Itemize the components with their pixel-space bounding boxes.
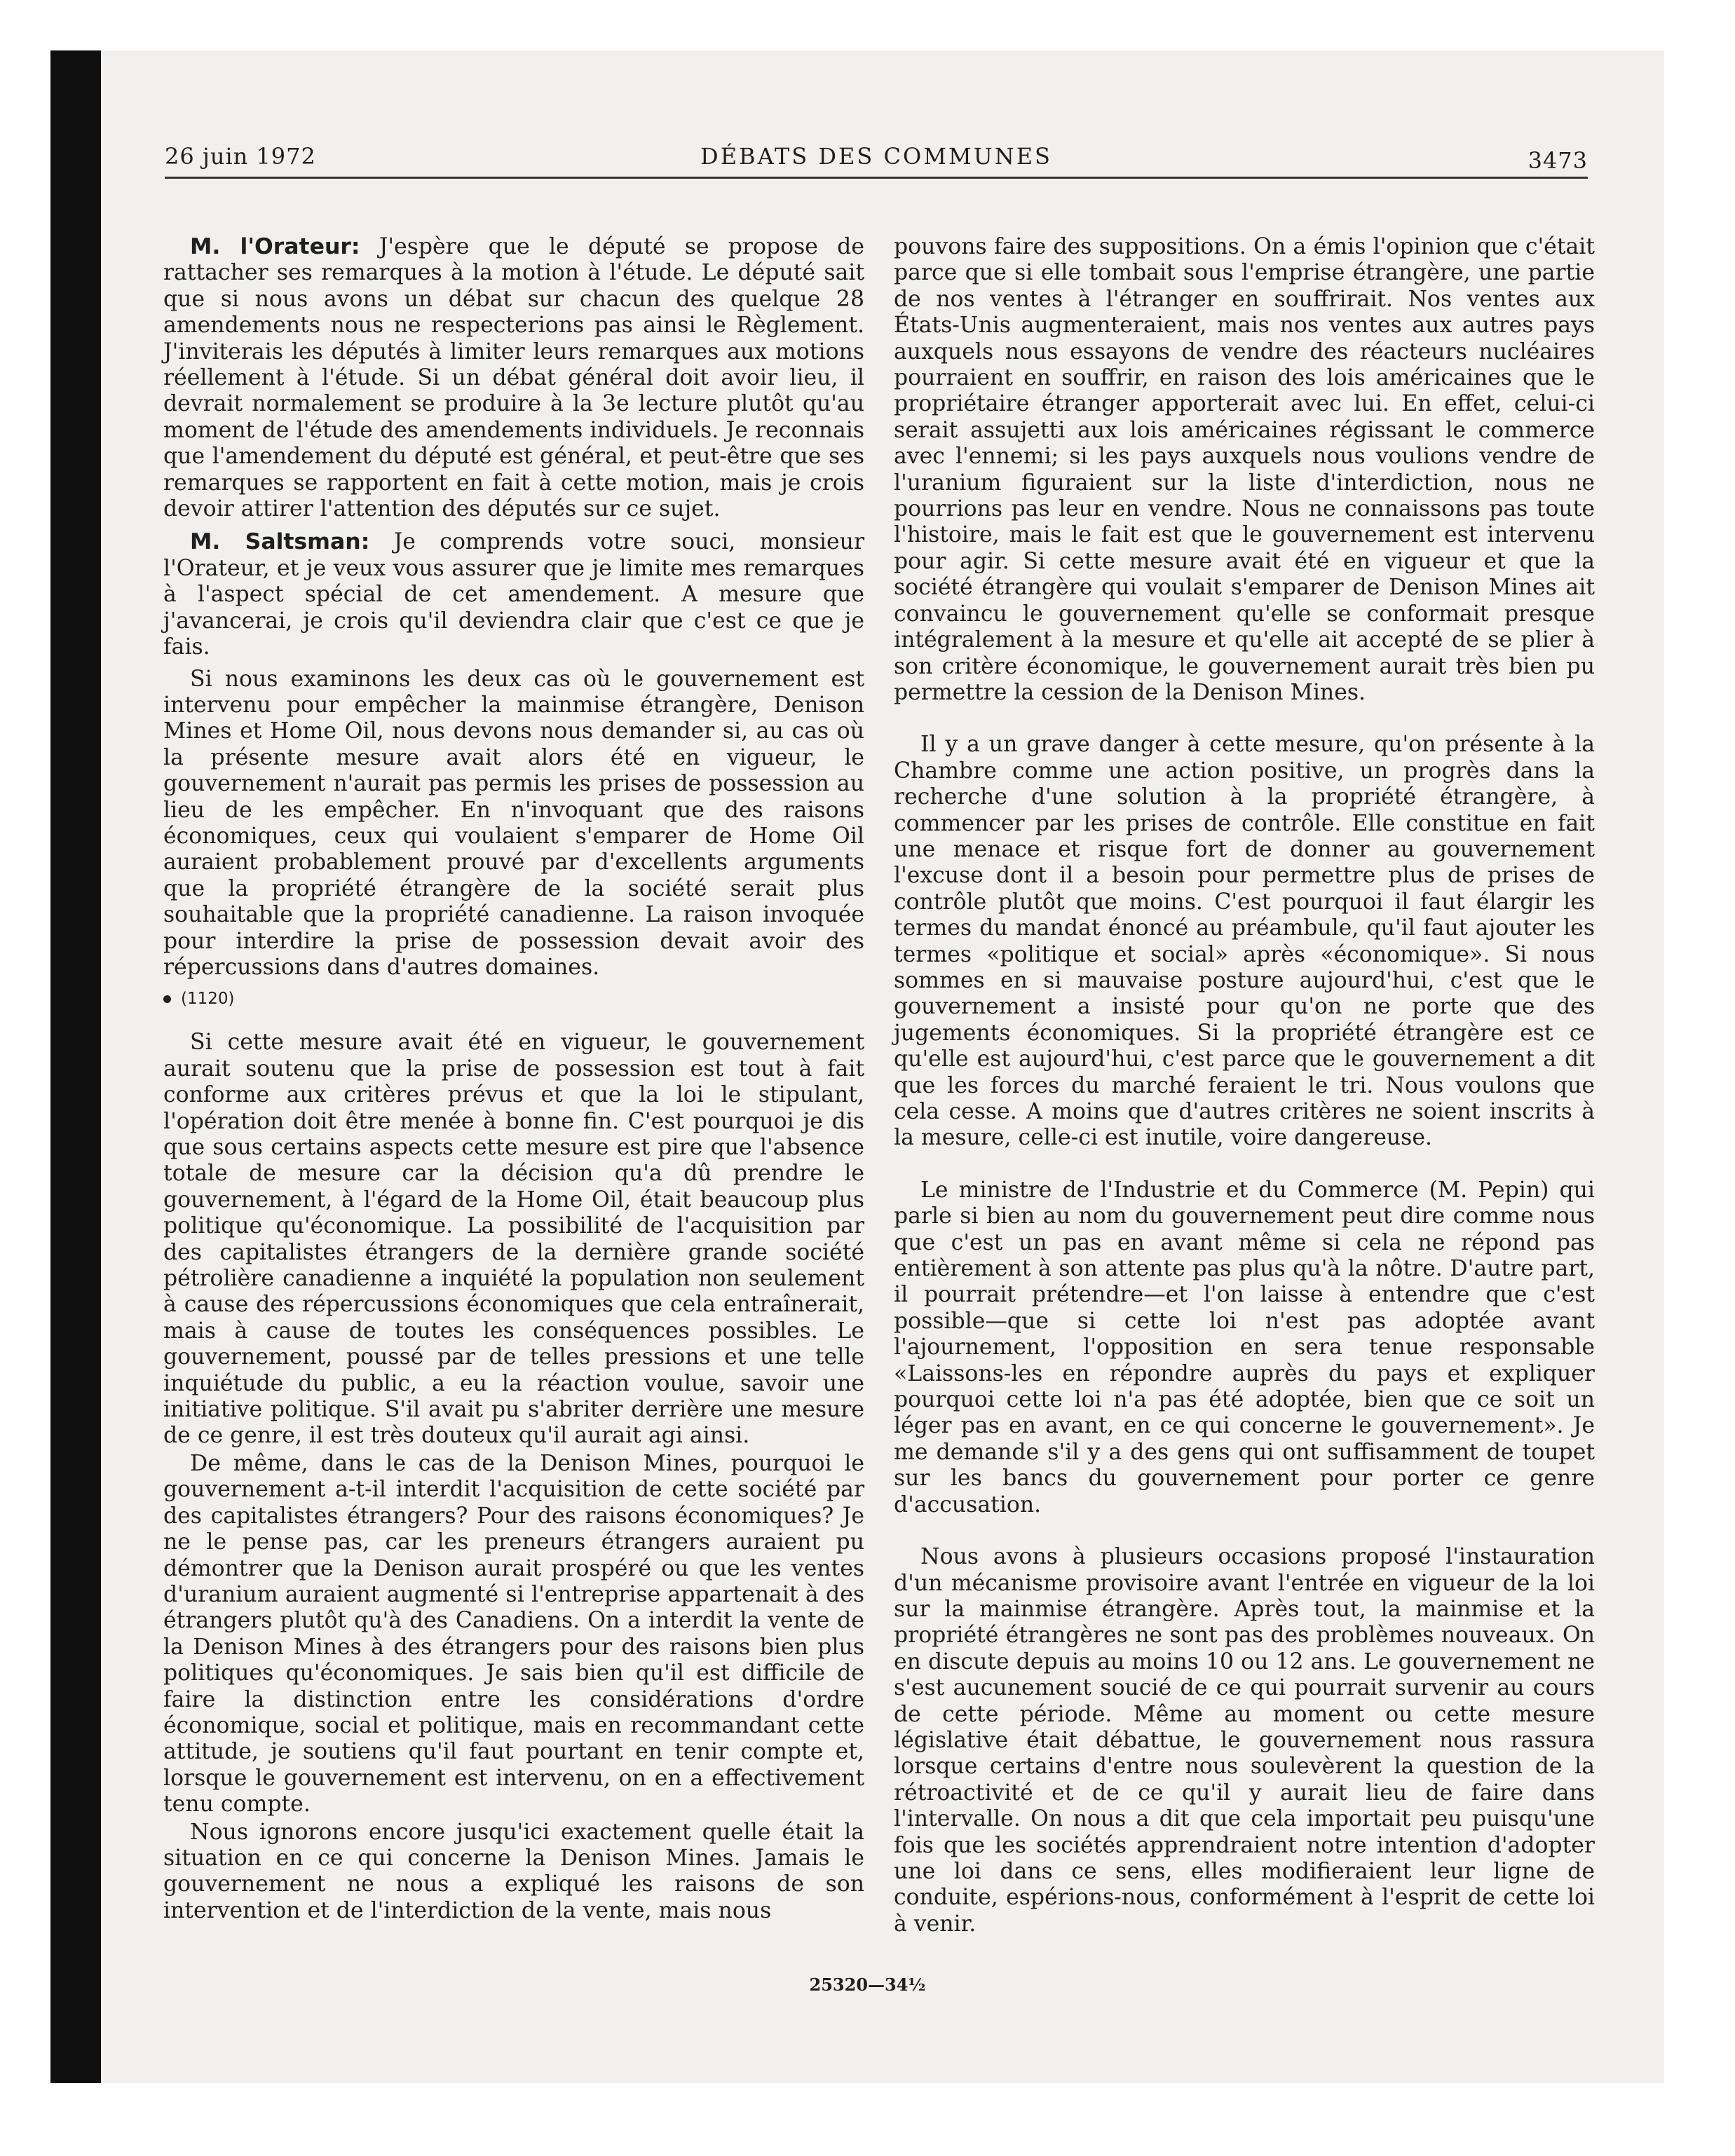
speaker-name: M. l'Orateur: [190,234,360,259]
paragraph: Si cette mesure avait été en vigueur, le gouvernement aurait soutenu que la prise de possession est tout à fait conforme aux critères prévus et que la loi le stipulant, l'opération doit être menée à bonne fin. C'est pourquoi je dis que sous certains aspects cette mesure est pire que l'absence totale de mesure car la décision qu'a dû prendre le gouvernement, à l'égard de la Home Oil, était beaucoup plus politique qu'économique. La possibilité de l'acquisition par des capitalistes étrangers de la dernière grande société pétrolière canadienne a inquiété la population non seulement à cause des répercussions économiques que cela entraînerait, mais à cause de toutes les conséquences possibles. Le gouvernement, poussé par de telles pressions et une telle inquiétude du public, a eu la réaction voulue, savoir une initiative politique. S'il avait pu s'abriter derrière une mesure de ce genre, il est très douteux qu'il aurait agi ainsi. [163,1030,864,1449]
speech-text: Je comprends votre souci, monsieur l'Orateur, et je veux vous assurer que je limite mes remarques à l'aspect spécial de cet amendement. A mesure que j'avancerai, je crois qu'il deviendra clair que c'est ce que je fais. [163,529,864,660]
paragraph: Si nous examinons les deux cas où le gouvernement est intervenu pour empêcher la mainmise étrangère, Denison Mines et Home Oil, nous devons nous demander si, au cas où la présente mesure avait alors été en vigueur, le gouvernement n'aurait pas permis les prises de possession au lieu de les empêcher. En n'invoquant que des raisons économiques, ceux qui voulaient s'emparer de Home Oil auraient probablement prouvé par d'excellents arguments que la propriété étrangère de la société serait plus souhaitable que la propriété canadienne. La raison invoquée pour interdire la prise de possession devait avoir des répercussions dans d'autres domaines. [163,666,864,980]
page-number: 3473 [1528,147,1588,174]
page-header [165,139,1588,179]
paragraph [163,234,864,522]
paragraph: Nous ignorons encore jusqu'ici exactement quelle était la situation en ce qui concerne la Denison Mines. Jamais le gouvernement ne nous a expliqué les raisons de son intervention et de l'interdiction de la vente, mais nous [163,1819,864,1923]
header-date: 26 juin 1972 [165,143,316,170]
paragraph: Le ministre de l'Industrie et du Commerce (M. Pepin) qui parle si bien au nom du gouvernement peut dire comme nous que c'est un pas en avant même si cela ne répond pas entièrement à son attente pas plus qu'à la nôtre. D'autre part, il pourrait prétendre—et l'on laisse à entendre que c'est possible—que si cette loi n'est pas adoptée avant l'ajournement, l'opposition en sera tenue responsable «Laissons-les en répondre auprès du pays et expliquer pourquoi cette loi n'a pas été adoptée, bien que ce soit un léger pas en avant, en ce qui concerne le gouvernement». Je me demande s'il y a des gens qui ont suffisamment de toupet sur les bancs du gouvernement pour porter ce genre d'accusation. [894,1177,1595,1517]
bullet-icon [163,995,171,1003]
print-code: 25320—34½ [809,1974,926,1995]
time-marker [163,988,864,1010]
right-column [894,234,1595,1937]
paragraph: De même, dans le cas de la Denison Mines, pourquoi le gouvernement a-t-il interdit l'acquisition de cette société par des capitalistes étrangers? Pour des raisons économiques? Je ne le pense pas, car les preneurs étrangers auraient pu démontrer que la Denison aurait prospéré ou que les ventes d'uranium auraient augmenté si l'entreprise appartenait à des étrangers plutôt qu'à des Canadiens. On a interdit la vente de la Denison Mines à des étrangers pour des raisons bien plus politiques qu'économiques. Je sais bien qu'il est difficile de faire la distinction entre les considérations d'ordre économique, social et politique, mais en recommandant cette attitude, je soutiens qu'il faut pourtant en tenir compte et, lorsque le gouvernement est intervenu, on en a effectivement tenu compte. [163,1450,864,1817]
paragraph: Il y a un grave danger à cette mesure, qu'on présente à la Chambre comme une action positive, un progrès dans la recherche d'une solution à la propriété étrangère, à commencer par les prises de contrôle. Elle constitue en fait une menace et risque fort de donner au gouvernement l'excuse dont il a besoin pour permettre plus de prises de contrôle plutôt que moins. C'est pourquoi il faut élargir les termes du mandat énoncé au préambule, qu'il faut ajouter les termes «politique et social» après «économique». Si nous sommes en si mauvaise posture aujourd'hui, c'est que le gouvernement a insisté pour qu'on ne porte que des jugements économiques. Si la propriété étrangère est ce qu'elle est aujourd'hui, c'est parce que le gouvernement a dit que les forces du marché feraient le tri. Nous voulons que cela cesse. A moins que d'autres critères ne soient inscrits à la mesure, celle-ci est inutile, voire dangereuse. [894,732,1595,1151]
paragraph: Nous avons à plusieurs occasions proposé l'instauration d'un mécanisme provisoire avant l'entrée en vigueur de la loi sur la mainmise étrangère. Après tout, la mainmise et la propriété étrangères ne sont pas des problèmes nouveaux. On en discute depuis au moins 10 ou 12 ans. Le gouvernement ne s'est aucunement soucié de ce qui pourrait survenir au cours de cette période. Même au moment ou cette mesure législative était débattue, le gouvernement nous rassura lorsque certains d'entre nous soulevèrent la question de la rétroactivité et de ce qu'il y aurait lieu de faire dans l'intervalle. On nous a dit que cela importait peu puisqu'une fois que les sociétés apprendraient notre intention d'adopter une loi dans ce sens, elles modifieraient leur ligne de conduite, espérions-nous, conformément à l'esprit de cette loi à venir. [894,1544,1595,1937]
speaker-name: M. Saltsman: [190,529,370,555]
paragraph: pouvons faire des suppositions. On a émis l'opinion que c'était parce que si elle tombait sous l'emprise étrangère, une partie de nos ventes à l'étranger en souffrirait. Nos ventes aux États-Unis augmenteraient, mais nos ventes aux autres pays auxquels nous essayons de vendre des réacteurs nucléaires pourraient en souffrir, en raison des lois américaines que le propriétaire étranger apporterait avec lui. En effet, celui-ci serait assujetti aux lois américaines régissant le commerce avec l'ennemi; si les pays auxquels nous voulions vendre de l'uranium figuraient sur la liste d'interdiction, nous ne pourrions pas leur en vendre. Nous ne connaissons pas toute l'histoire, mais le fait est que le gouvernement est intervenu pour agir. Si cette mesure avait été en vigueur et que la société étrangère qui voulait s'emparer de Denison Mines ait convaincu le gouvernement qu'elle se conformait presque intégralement à la mesure et qu'elle ait accepté de se plier à son critère économique, le gouvernement aurait très bien pu permettre la cession de la Denison Mines. [894,234,1595,705]
paragraph [163,529,864,660]
header-title: DÉBATS DES COMMUNES [700,143,1052,170]
left-column [163,234,864,1924]
speech-text: J'espère que le député se propose de rattacher ses remarques à la motion à l'étude. Le député sait que si nous avons un débat sur chacun des quelque 28 amendements nous ne respecterions pas ainsi le Règlement. J'inviterais les députés à limiter leurs remarques aux motions réellement à l'étude. Si un débat général doit avoir lieu, il devrait normalement se produire à la 3e lecture plutôt qu'au moment de l'étude des amendements individuels. Je reconnais que l'amendement du député est général, et peut-être que ses remarques se rapportent en fait à cette motion, mais je crois devoir attirer l'attention des députés sur ce sujet. [163,234,864,522]
scan-border [50,50,101,2083]
time-marker-text: (1120) [181,990,235,1009]
